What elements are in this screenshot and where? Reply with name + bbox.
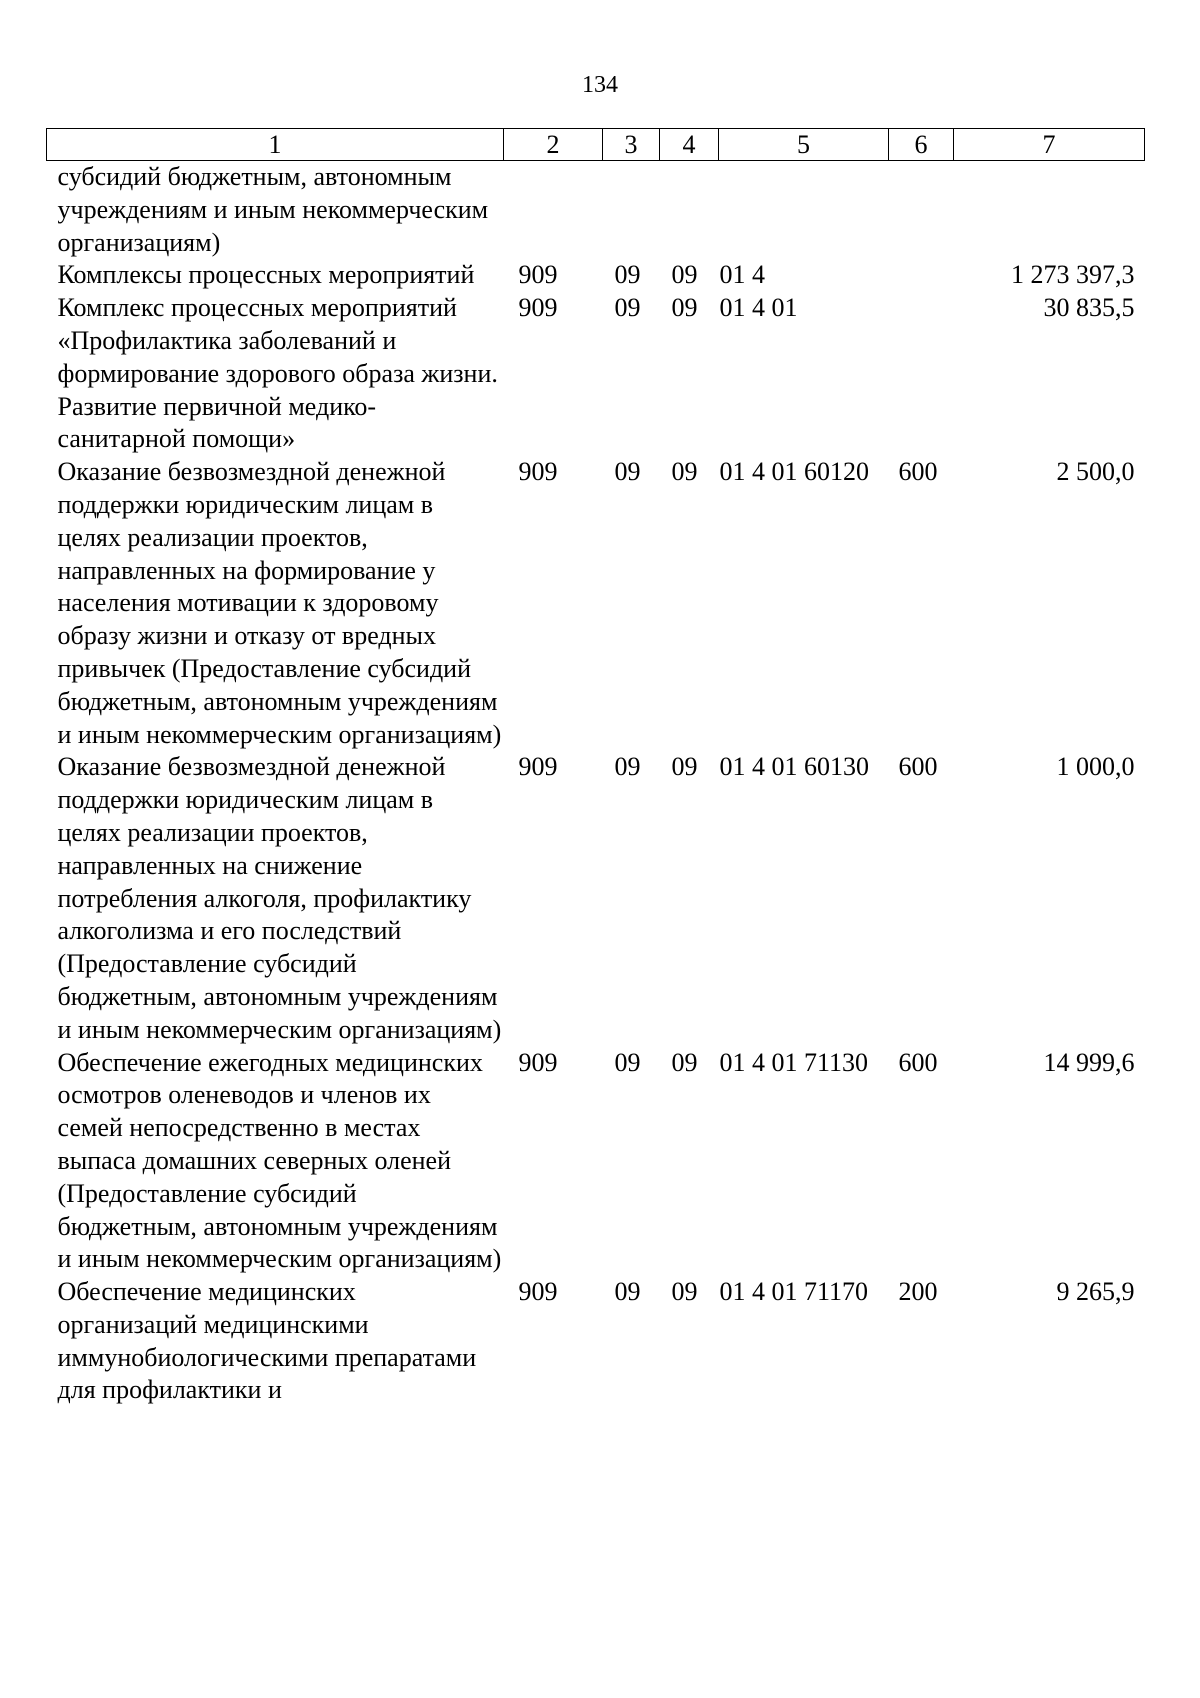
table-row <box>47 292 1145 456</box>
budget-table <box>46 128 1145 1407</box>
row-name: Комплекс процессных мероприятий «Профилактика заболеваний и формирование здорового образа жизни. Развитие первичной медико-санитарной помощи» <box>57 293 498 454</box>
row-vr <box>889 292 954 456</box>
column-header-1: 1 <box>47 129 504 161</box>
row-csr <box>719 161 889 260</box>
row-amount: 1 273 397,3 <box>1011 260 1135 290</box>
row-csr: 01 4 01 <box>719 293 798 323</box>
row-vr: 600 <box>898 1047 938 1077</box>
column-header-4: 4 <box>660 129 719 161</box>
row-name: Обеспечение медицинских организаций медицинскими иммунобиологическими препаратами для профилактики и <box>57 1277 477 1405</box>
row-vr: 600 <box>898 457 938 487</box>
row-name: Оказание безвозмездной денежной поддержки юридическим лицам в целях реализации проектов, направленных на формирование у населения мотивации к здоровому образу жизни и отказу от вредных привычек (Предоставление субсидий бюджетным, автономным учреждениям и иным некоммерческим организациям) <box>57 457 502 749</box>
row-vr <box>889 259 954 292</box>
row-csr: 01 4 01 71170 <box>719 1277 869 1307</box>
row-name: Комплексы процессных мероприятий <box>57 260 475 290</box>
column-header-5: 5 <box>719 129 889 161</box>
row-pr: 09 <box>671 1277 698 1307</box>
row-pr: 09 <box>671 457 698 487</box>
row-csr: 01 4 <box>719 260 765 290</box>
row-vr <box>889 161 954 260</box>
row-rz: 09 <box>614 260 641 290</box>
table-row <box>47 161 1145 260</box>
page-number: 134 <box>582 72 618 98</box>
header-row <box>47 129 1145 161</box>
table-row <box>47 259 1145 292</box>
row-grbs: 909 <box>518 293 558 323</box>
row-name: Обеспечение ежегодных медицинских осмотров оленеводов и членов их семей непосредственно в местах выпаса домашних северных оленей (Предоставление субсидий бюджетным, автономным учреждениям и иным некоммерческим организациям) <box>57 1047 502 1274</box>
column-header-2: 2 <box>504 129 603 161</box>
row-grbs: 909 <box>518 260 558 290</box>
row-rz <box>603 161 660 260</box>
column-header-3: 3 <box>603 129 660 161</box>
table-header <box>47 129 1145 161</box>
column-header-6: 6 <box>889 129 954 161</box>
row-name: субсидий бюджетным, автономным учреждениям и иным некоммерческим организациям) <box>57 162 489 257</box>
row-pr: 09 <box>671 260 698 290</box>
row-amount: 2 500,0 <box>1056 457 1135 487</box>
row-grbs: 909 <box>518 1047 558 1077</box>
row-vr: 200 <box>898 1277 938 1307</box>
table-body <box>47 161 1145 1408</box>
row-rz: 09 <box>614 293 641 323</box>
row-pr: 09 <box>671 1047 698 1077</box>
row-rz: 09 <box>614 1047 641 1077</box>
table-row <box>47 1276 1145 1407</box>
row-pr <box>660 161 719 260</box>
table-row <box>47 456 1145 751</box>
row-pr: 09 <box>671 293 698 323</box>
table-row <box>47 751 1145 1046</box>
row-amount: 9 265,9 <box>1056 1277 1135 1307</box>
row-grbs <box>504 161 603 260</box>
table-row <box>47 1047 1145 1277</box>
row-grbs: 909 <box>518 1277 558 1307</box>
column-header-7: 7 <box>954 129 1145 161</box>
row-grbs: 909 <box>518 457 558 487</box>
row-grbs: 909 <box>518 752 558 782</box>
row-pr: 09 <box>671 752 698 782</box>
row-csr: 01 4 01 60120 <box>719 457 869 487</box>
row-rz: 09 <box>614 752 641 782</box>
row-amount: 14 999,6 <box>1043 1047 1135 1077</box>
row-name: Оказание безвозмездной денежной поддержки юридическим лицам в целях реализации проектов, направленных на снижение потребления алкоголя, профилактику алкоголизма и его последствий (Предоставление субсидий бюджетным, автономным учреждениям и иным некоммерческим организациям) <box>57 752 502 1044</box>
row-rz: 09 <box>614 457 641 487</box>
row-amount: 1 000,0 <box>1056 752 1135 782</box>
row-amount: 30 835,5 <box>1043 293 1135 323</box>
row-vr: 600 <box>898 752 938 782</box>
row-amount <box>954 161 1145 260</box>
row-rz: 09 <box>614 1277 641 1307</box>
row-csr: 01 4 01 60130 <box>719 752 869 782</box>
row-csr: 01 4 01 71130 <box>719 1047 869 1077</box>
